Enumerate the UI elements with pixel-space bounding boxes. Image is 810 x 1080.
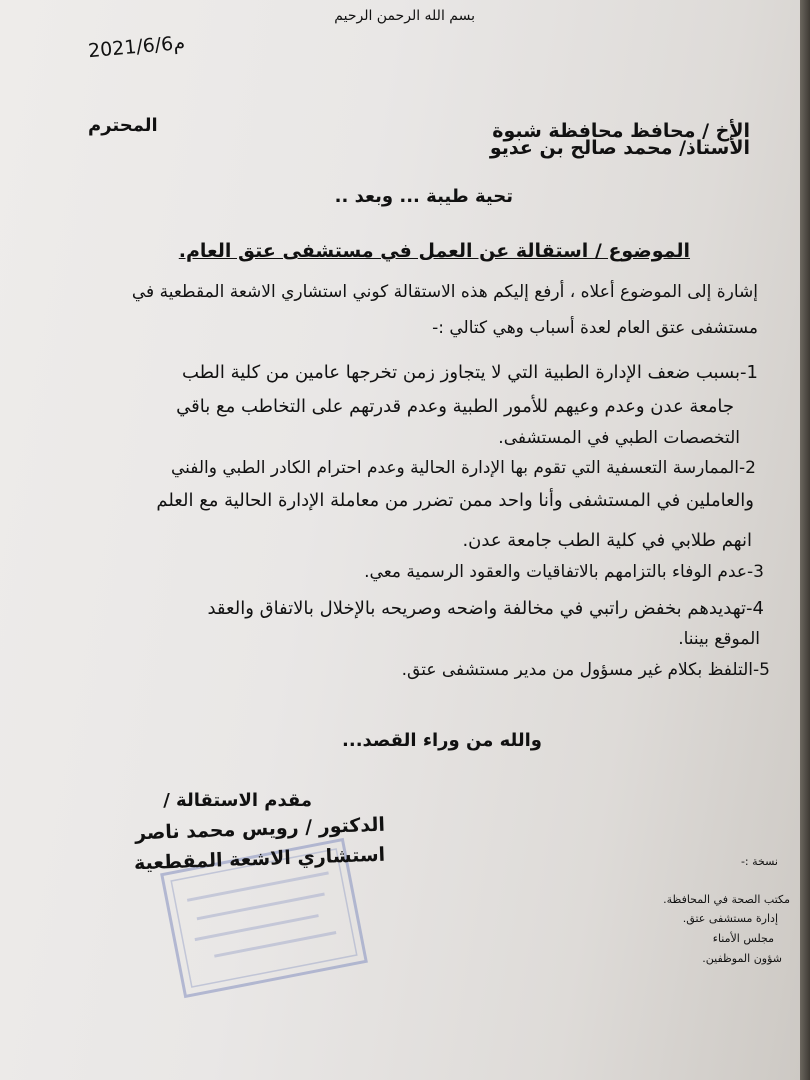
reason-1-line-1: 1-بسبب ضعف الإدارة الطبية التي لا يتجاوز زمن تخرجها عامين من كلية الطب	[181, 362, 758, 383]
reason-1-line-2: جامعة عدن وعدم وعيهم للأمور الطبية وعدم قدرتهم على التخاطب مع باقي	[176, 396, 734, 417]
reason-3: 3-عدم الوفاء بالتزامهم بالاتفاقيات والعقود الرسمية معي.	[364, 562, 764, 582]
reason-2-line-1: 2-الممارسة التعسفية التي تقوم بها الإدارة الحالية وعدم احترام الكادر الطبي والفني	[170, 458, 756, 478]
copy-recipient: مجلس الأمناء	[712, 932, 774, 945]
reason-4-line-1: 4-تهديدهم بخفض راتبي في مخالفة واضحه وصريحه بالإخلال بالاتفاق والعقد	[207, 598, 764, 619]
addressee-line-1: الأخ / محافظ محافظة شبوة	[492, 120, 750, 142]
copy-recipient: مكتب الصحة في المحافظة.	[663, 893, 790, 906]
intro-line-2: مستشفى عتق العام لعدة أسباب وهي كتالي :-	[432, 318, 758, 338]
signature-name: الدكتور / رويس محمد ناصر	[134, 813, 386, 845]
letter-date: 2021/6/6م	[87, 31, 186, 63]
closing-phrase: والله من وراء القصد...	[342, 730, 542, 751]
reason-1-line-3: التخصصات الطبي في المستشفى.	[498, 428, 740, 448]
basmala: بسم الله الرحمن الرحيم	[334, 8, 475, 24]
signature-title: مقدم الاستقالة /	[163, 790, 312, 811]
intro-line-1: إشارة إلى الموضوع أعلاه ، أرفع إليكم هذه الاستقالة كوني استشاري الاشعة المقطعية في	[131, 282, 758, 302]
subject-line: الموضوع / استقالة عن العمل في مستشفى عتق العام.	[178, 240, 690, 262]
copy-recipient: شؤون الموظفين.	[702, 952, 782, 965]
reason-5: 5-التلفظ بكلام غير مسؤول من مدير مستشفى عتق.	[401, 660, 770, 680]
copy-recipient: إدارة مستشفى عتق.	[682, 912, 778, 925]
reason-2-line-3: انهم طلابي في كلية الطب جامعة عدن.	[462, 530, 752, 551]
page-edge-shadow	[800, 0, 810, 1080]
reason-2-line-2: والعاملين في المستشفى وأنا واحد ممن تضرر من معاملة الإدارة الحالية مع العلم	[156, 490, 754, 511]
greeting: تحية طيبة ... وبعد ..	[334, 186, 513, 207]
copies-header: نسخة :-	[740, 855, 778, 868]
signature-position: استشاري الاشعة المقطعية	[133, 843, 386, 875]
addressee-line-2: الأستاذ/ محمد صالح بن عديو	[489, 137, 750, 159]
reason-4-line-2: الموقع بيننا.	[678, 629, 760, 649]
respected-title: المحترم	[88, 115, 158, 136]
